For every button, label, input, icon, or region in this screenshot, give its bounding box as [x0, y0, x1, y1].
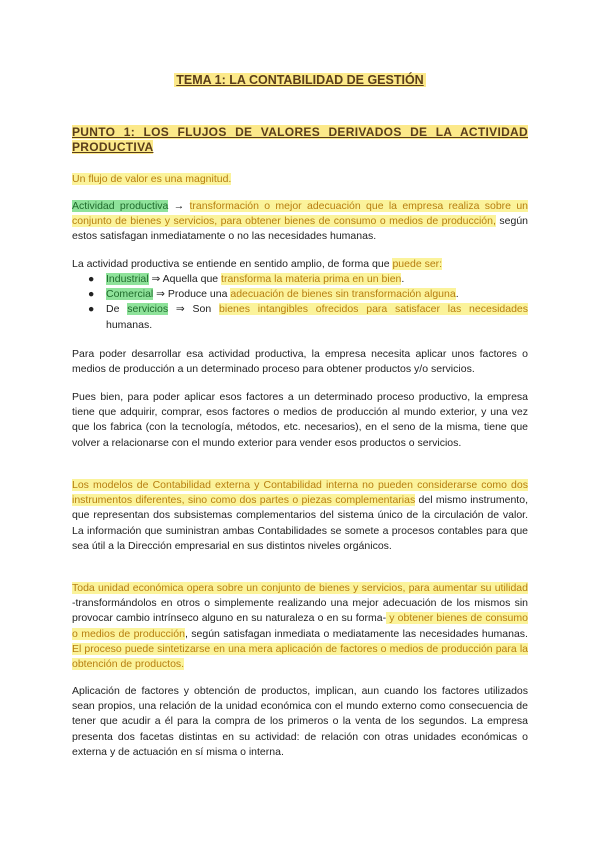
term-comercial: Comercial — [106, 288, 154, 301]
paragraph-text: La actividad productiva se entiende en sentido amplio, de forma que — [72, 258, 393, 270]
highlight-text: transforma la materia prima en un bien — [221, 273, 402, 285]
activity-type-list — [72, 272, 528, 333]
highlight-flujo-valor: Un flujo de valor es una magnitud. — [72, 173, 232, 185]
highlight-definicion: transformación o mejor adecuación que la empresa realiza sobre un conjunto de bienes y servicios, para obtener bienes de consumo o medios de producción, — [72, 200, 529, 228]
paragraph-aplicacion-factores — [72, 684, 528, 760]
bullet-icon: ● — [88, 288, 95, 301]
list-item-suffix: . — [401, 273, 405, 285]
list-item-prefix: De — [106, 303, 128, 316]
highlight-modelos: Los modelos de Contabilidad externa y Contabilidad interna no pueden considerarse como dos instrumentos diferentes, sino como dos partes o piezas complementarias — [72, 479, 528, 507]
list-item-suffix: humanas. — [106, 318, 153, 331]
section-heading — [72, 125, 528, 155]
highlight-obtener: y obtener bienes de consumo o medios de producción — [72, 612, 528, 640]
list-item — [88, 272, 528, 287]
highlight-text: bienes intangibles ofrecidos para satisfacer las necesidades — [219, 303, 529, 316]
bullet-icon: ● — [88, 303, 95, 316]
highlight-puede-ser: puede ser: — [392, 258, 443, 270]
bullet-icon: ● — [88, 273, 95, 285]
arrow-symbol: → — [168, 200, 190, 212]
term-actividad-productiva: Actividad productiva — [72, 200, 169, 212]
paragraph-factores — [72, 347, 528, 377]
paragraph-modelos-contabilidad — [72, 478, 528, 554]
paragraph-text: Aplicación de factores y obtención de productos, implican, aun cuando los factores utilizados sean propios, una relación de la unidad económica con el mundo externo como consecuencia de tener que acudir a él para la compra de los primeros o la venta de los segundos. La empresa presenta dos facetas distintas en su actividad: de relación con otras unidades económicas o externa y de actuación en sí misma o interna. — [72, 685, 528, 758]
term-servicios: servicios — [127, 303, 169, 316]
paragraph-text: Pues bien, para poder aplicar esos factores a un determinado proceso productivo, la empresa tiene que adquirir, comprar, esos factores o medios de producción al mundo exterior, y una vez que los fabrica (con la tecnología, métodos, etc. necesarios), en el seno de la misma, tiene que volver a relacionarse con el mundo exterior para vender esos productos o servicios. — [72, 391, 528, 449]
paragraph-flujo-valor — [72, 172, 528, 187]
paragraph-text: según estos satisfagan inmediatamente o no las necesidades humanas. — [72, 215, 528, 243]
term-industrial: Industrial — [106, 273, 149, 285]
paragraph-actividad-productiva — [72, 199, 528, 245]
list-item-text: ⇒ Produce una — [153, 288, 231, 301]
paragraph-sentido-amplio — [72, 257, 528, 272]
paragraph-unidad-economica — [72, 581, 528, 672]
highlight-text: adecuación de bienes sin transformación alguna — [230, 288, 456, 301]
list-item-suffix: . — [455, 288, 459, 301]
paragraph-text: , según satisfagan inmediata o mediatamente las necesidades humanas. — [184, 627, 528, 640]
page-title — [0, 73, 600, 87]
paragraph-text: del mismo instrumento, que representan dos subsistemas complementarios del sistema único de la circulación de valor. La información que suministran ambas Contabilidades se somete a procesos contables para que sea útil a la Dirección empresarial en sus distintos niveles orgánicos. — [72, 494, 528, 552]
list-item-text: ⇒ Son — [168, 303, 220, 316]
section-heading-text: PUNTO 1: LOS FLUJOS DE VALORES DERIVADOS DE LA ACTIVIDAD PRODUCTIVA — [72, 125, 528, 154]
paragraph-text: Para poder desarrollar esa actividad productiva, la empresa necesita aplicar unos factores o medios de producción a un determinado proceso para obtener productos y/o servicios. — [72, 348, 528, 376]
list-item — [88, 287, 528, 302]
highlight-proceso: El proceso puede sintetizarse en una mera aplicación de factores o medios de producción para la obtención de productos. — [72, 642, 528, 671]
list-item — [88, 302, 529, 332]
page-title-text: TEMA 1: LA CONTABILIDAD DE GESTIÓN — [176, 73, 424, 87]
list-item-text: ⇒ Aquella que — [148, 273, 222, 285]
paragraph-text: -transformándolos en otros o simplemente realizando una mejor adecuación de los mismos sin provocar cambio intrínseco alguno en su naturaleza o en su forma- — [72, 597, 528, 625]
highlight-unidad: Toda unidad económica opera sobre un conjunto de bienes y servicios, para aumentar su utilidad — [72, 582, 528, 594]
paragraph-pues-bien — [72, 390, 528, 451]
